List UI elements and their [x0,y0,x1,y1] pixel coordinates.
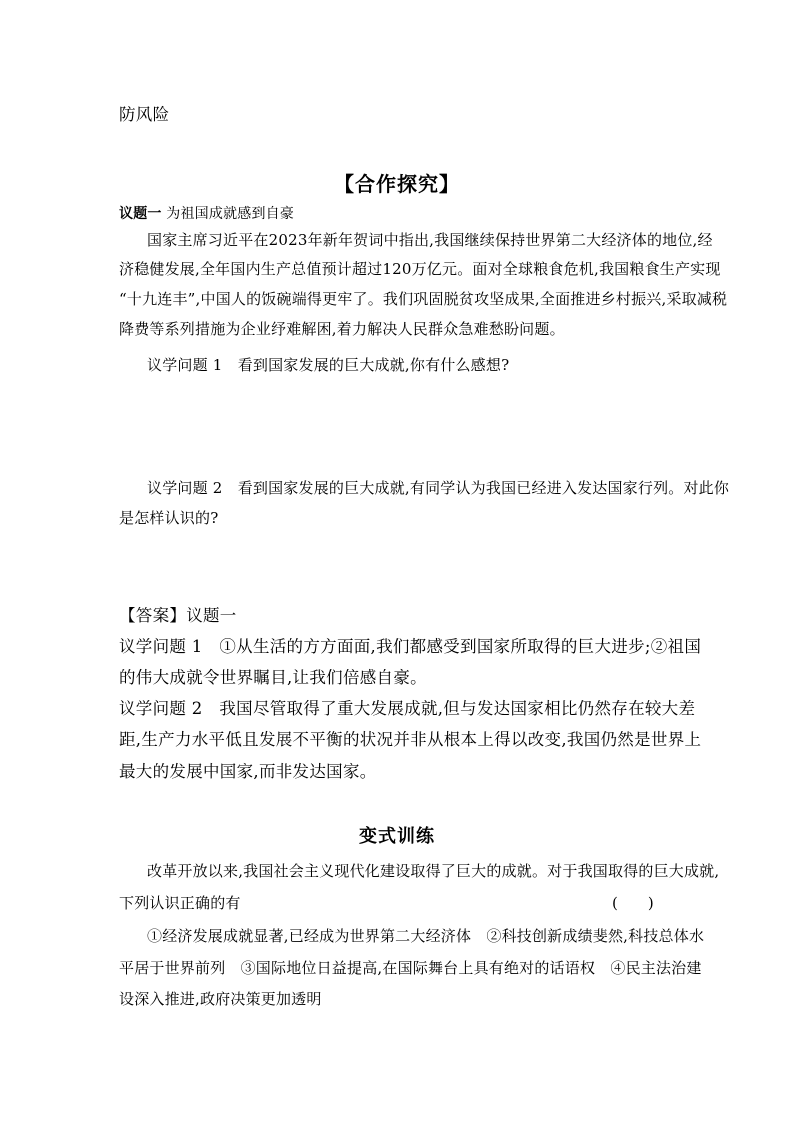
question-2-line: 是怎样认识的? [119,509,219,527]
topic-label: 议题一 [119,206,162,222]
variant-option-line: 平居于世界前列 ③国际地位日益提高,在国际舞台上具有绝对的话语权 ④民主法治建 [119,959,702,977]
answer-q2-line: 议学问题 2 我国尽管取得了重大发展成就,但与发达国家相比仍然存在较大差 [119,699,696,718]
question-1: 议学问题 1 看到国家发展的巨大成就,你有什么感想? [147,356,510,374]
answer-q2-line: 最大的发展中国家,而非发达国家。 [119,762,377,781]
variant-title: 变式训练 [359,826,435,847]
answer-paren: ( ) [612,894,654,912]
question-2-line: 议学问题 2 看到国家发展的巨大成就,有同学认为我国已经进入发达国家行列。对此你 [147,479,730,497]
top-line-text: 防风险 [119,105,170,124]
variant-question-line: 下列认识正确的有 [119,894,241,912]
variant-option-line: ①经济发展成就显著,已经成为世界第二大经济体 ②科技创新成绩斐然,科技总体水 [147,927,705,945]
answer-q2-line: 距,生产力水平低且发展不平衡的状况并非从根本上得以改变,我国仍然是世界上 [119,730,702,749]
topic-title: 为祖国成就感到自豪 [166,206,295,222]
topic-heading [119,203,294,223]
passage-line: 降费等系列措施为企业纾难解困,着力解决人民群众急难愁盼问题。 [119,320,565,338]
variant-question-line: 改革开放以来,我国社会主义现代化建设取得了巨大的成就。对于我国取得的巨大成就, [147,862,720,880]
variant-option-line: 设深入推进,政府决策更加透明 [119,990,322,1008]
passage-line: 国家主席习近平在2023年新年贺词中指出,我国继续保持世界第二大经济体的地位,经 [147,231,713,249]
section-title: 【合作探究】 [334,172,460,196]
passage-line: “十九连丰”,中国人的饭碗端得更牢了。我们巩固脱贫攻坚成果,全面推进乡村振兴,采取减税 [119,290,728,308]
answer-q1-line: 的伟大成就令世界瞩目,让我们倍感自豪。 [119,668,427,687]
answer-header: 【答案】议题一 [119,606,237,625]
passage-line: 济稳健发展,全年国内生产总值预计超过120万亿元。面对全球粮食危机,我国粮食生产实现 [119,260,721,278]
answer-q1-line: 议学问题 1 ①从生活的方方面面,我们都感受到国家所取得的巨大进步;②祖国 [119,637,702,656]
